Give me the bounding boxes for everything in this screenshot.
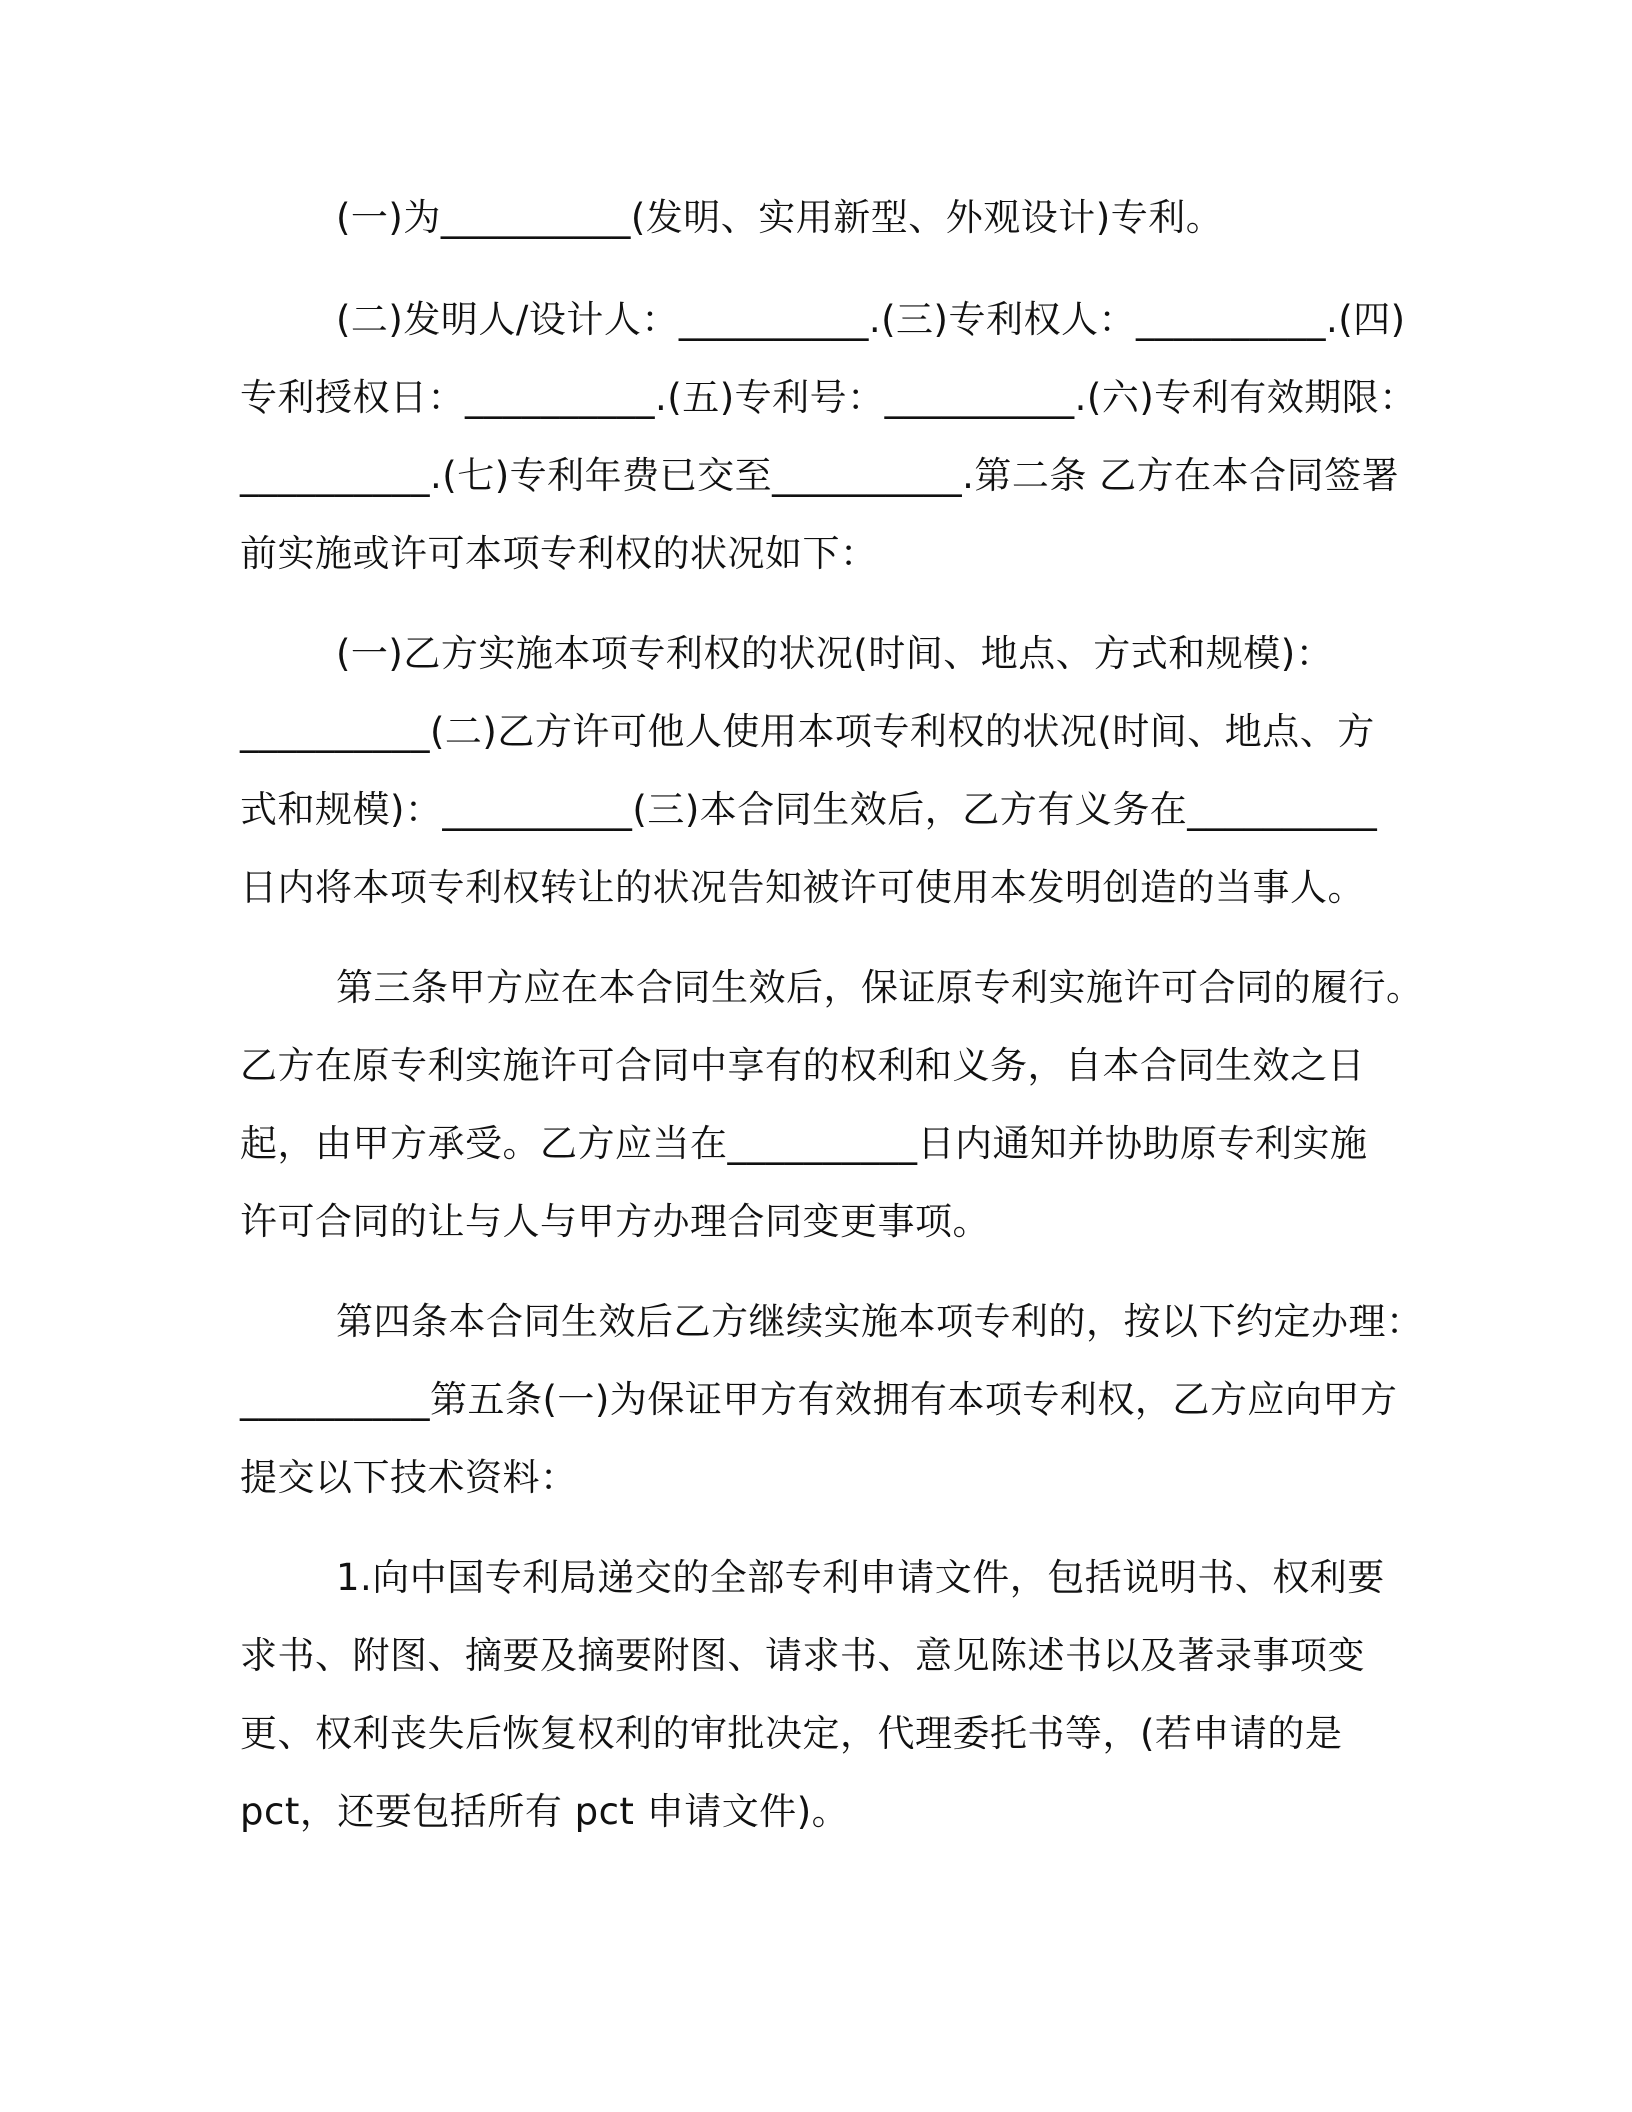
text-line: 起，由甲方承受。乙方应当在__________日内通知并协助原专利实施 [240,1122,1368,1165]
text-line: __________.(七)专利年费已交至__________.第二条 乙方在本合同签署 [240,454,1400,497]
text-line: (二)发明人/设计人：__________.(三)专利权人：__________.(四) [336,298,1406,341]
text-line: __________第五条(一)为保证甲方有效拥有本项专利权，乙方应向甲方 [240,1378,1398,1421]
text-line: 更、权利丧失后恢复权利的审批决定，代理委托书等，(若申请的是 [240,1712,1343,1755]
text-line: pct，还要包括所有 pct 申请文件)。 [240,1790,850,1833]
text-line: 第三条甲方应在本合同生效后，保证原专利实施许可合同的履行。 [336,966,1424,1009]
text-line: __________(二)乙方许可他人使用本项专利权的状况(时间、地点、方 [240,710,1375,753]
text-line: (一)为__________(发明、实用新型、外观设计)专利。 [336,196,1224,239]
text-line: 求书、附图、摘要及摘要附图、请求书、意见陈述书以及著录事项变 [240,1634,1365,1677]
text-line: 提交以下技术资料： [240,1456,578,1499]
text-line: 第四条本合同生效后乙方继续实施本项专利的，按以下约定办理： [336,1300,1424,1343]
text-line: 式和规模)：__________(三)本合同生效后，乙方有义务在__________ [240,788,1378,831]
text-line: 乙方在原专利实施许可合同中享有的权利和义务，自本合同生效之日 [240,1044,1365,1087]
text-line: 1.向中国专利局递交的全部专利申请文件，包括说明书、权利要 [336,1556,1385,1599]
text-line: 专利授权日：__________.(五)专利号：__________.(六)专利有效期限： [240,376,1417,419]
text-line: (一)乙方实施本项专利权的状况(时间、地点、方式和规模)： [336,632,1334,675]
text-line: 日内将本项专利权转让的状况告知被许可使用本发明创造的当事人。 [240,866,1365,909]
text-line: 许可合同的让与人与甲方办理合同变更事项。 [240,1200,990,1243]
text-line: 前实施或许可本项专利权的状况如下： [240,532,878,575]
